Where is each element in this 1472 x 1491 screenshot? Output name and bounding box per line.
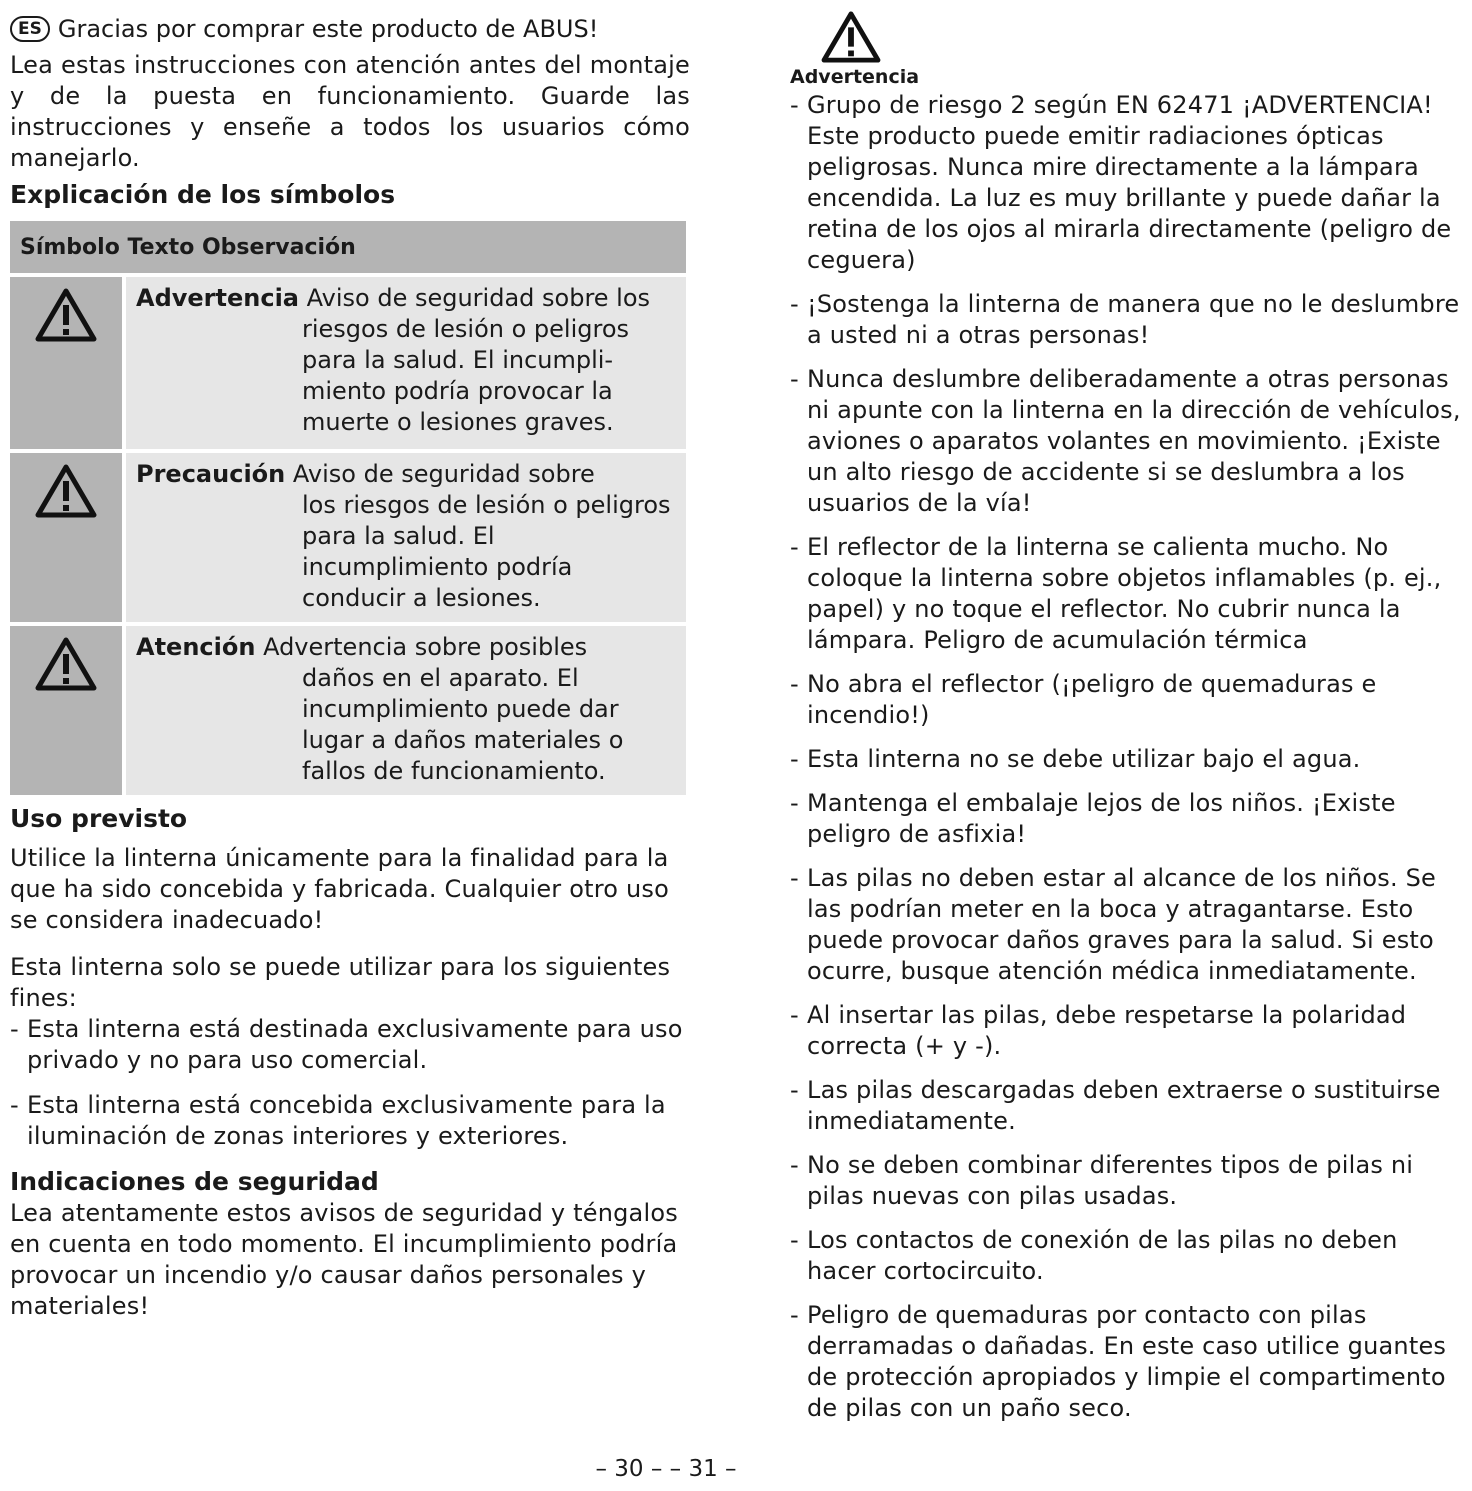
left-column [10,12,690,1322]
symbol-term: Atención [136,633,256,661]
list-item: - Peligro de quemaduras por contacto con pilas derramadas o dañadas. En este caso utilice guantes de protección apropiados y limpie el compartimento de pilas con un paño seco. [790,1300,1466,1424]
symbol-text-cell [124,451,686,624]
right-column [790,10,1466,1437]
symbol-row [10,275,686,451]
page-numbers: – 30 – – 31 – [595,1456,737,1482]
symbol-desc: riesgos de lesión o peligros para la salud. El incumpli-miento podría provocar la muerte o lesiones graves. [302,315,630,436]
symbol-desc: daños en el aparato. El incumplimiento puede dar lugar a daños materiales o fallos de funcionamiento. [302,664,624,785]
list-item: - Esta linterna está concebida exclusivamente para la iluminación de zonas interiores y exteriores. [10,1090,690,1152]
list-item: - No se deben combinar diferentes tipos de pilas ni pilas nuevas con pilas usadas. [790,1150,1466,1212]
symbols-table [10,221,686,795]
list-item: - Grupo de riesgo 2 según EN 62471 ¡ADVERTENCIA! Este producto puede emitir radiaciones ópticas peligrosas. Nunca mire directamente a la lámpara encendida. La luz es muy brillante y puede dañar la retina de los ojos al mirarla directamente (peligro de ceguera) [790,90,1466,276]
list-item: - Al insertar las pilas, debe respetarse la polaridad correcta (+ y -). [790,1000,1466,1062]
symbol-icon-cell [10,451,124,624]
symbol-desc-first: Aviso de seguridad sobre [292,460,595,488]
list-item: - Esta linterna está destinada exclusivamente para uso privado y no para uso comercial. [10,1014,690,1076]
symbols-table-header-row [10,221,686,275]
language-badge: ES [10,16,50,42]
list-item: - Las pilas no deben estar al alcance de los niños. Se las podrían meter en la boca y atragantarse. Esto puede provocar daños graves para la salud. Si esto ocurre, busque atención médica inmediatamente. [790,863,1466,987]
symbol-term: Advertencia [136,284,299,312]
symbol-term: Precaución [136,460,286,488]
symbol-icon-cell [10,275,124,451]
symbol-icon-cell [10,624,124,795]
warning-block [790,10,1466,68]
symbol-desc-first: Aviso de seguridad sobre los [306,284,651,312]
symbol-text-cell [124,624,686,795]
list-item: - Los contactos de conexión de las pilas no deben hacer cortocircuito. [790,1225,1466,1287]
symbol-desc: los riesgos de lesión o peligros para la salud. El incumplimiento podría conducir a lesiones. [302,491,671,612]
list-item: - Las pilas descargadas deben extraerse o sustituirse inmediatamente. [790,1075,1466,1137]
list-item: - El reflector de la linterna se calienta mucho. No coloque la linterna sobre objetos inflamables (p. ej., papel) y no toque el reflector. No cubrir nunca la lámpara. Peligro de acumulación térmica [790,532,1466,656]
seguridad-heading: Indicaciones de seguridad [10,1167,379,1196]
seguridad-paragraph: Lea atentamente estos avisos de seguridad y téngalos en cuenta en todo momento. El incumplimiento podría provocar un incendio y/o causar daños personales y materiales! [10,1199,678,1320]
list-item: - Mantenga el embalaje lejos de los niños. ¡Existe peligro de asfixia! [790,788,1466,850]
symbol-row [10,624,686,795]
symbol-text-cell [124,275,686,451]
uso-paragraph-2: Esta linterna solo se puede utilizar para los siguientes fines: [10,953,671,1012]
thanks-text: Gracias por comprar este producto de ABUS! [57,15,599,43]
warning-triangle-icon [34,287,98,343]
intro-line [10,12,690,46]
uso-paragraph-1: Utilice la linterna únicamente para la finalidad para la que ha sido concebida y fabricada. Cualquier otro uso se considera inadecuado! [10,844,669,934]
warning-triangle-icon [820,10,882,64]
symbols-table-header: Símbolo Texto Observación [10,221,686,275]
uso-list [10,1014,690,1152]
symbols-heading: Explicación de los símbolos [10,180,396,209]
warning-triangle-icon [34,463,98,519]
uso-heading: Uso previsto [10,804,188,833]
warning-triangle-icon [34,636,98,692]
list-item: - Nunca deslumbre deliberadamente a otras personas ni apunte con la linterna en la dirección de vehículos, aviones o aparatos volantes en movimiento. ¡Existe un alto riesgo de accidente si se deslumbra a los usuarios de la vía! [790,364,1466,519]
warning-label: Advertencia [790,66,920,88]
list-item: - ¡Sostenga la linterna de manera que no le deslumbre a usted ni a otras personas! [790,289,1466,351]
symbol-desc-first: Advertencia sobre posibles [263,633,588,661]
list-item: - No abra el reflector (¡peligro de quemaduras e incendio!) [790,669,1466,731]
symbol-row [10,451,686,624]
intro-paragraph: Lea estas instrucciones con atención antes del montaje y de la puesta en funcionamiento. Guarde las instrucciones y enseñe a todos los usuarios cómo manejarlo. [10,51,690,172]
safety-list [790,90,1466,1424]
list-item: - Esta linterna no se debe utilizar bajo el agua. [790,744,1466,775]
